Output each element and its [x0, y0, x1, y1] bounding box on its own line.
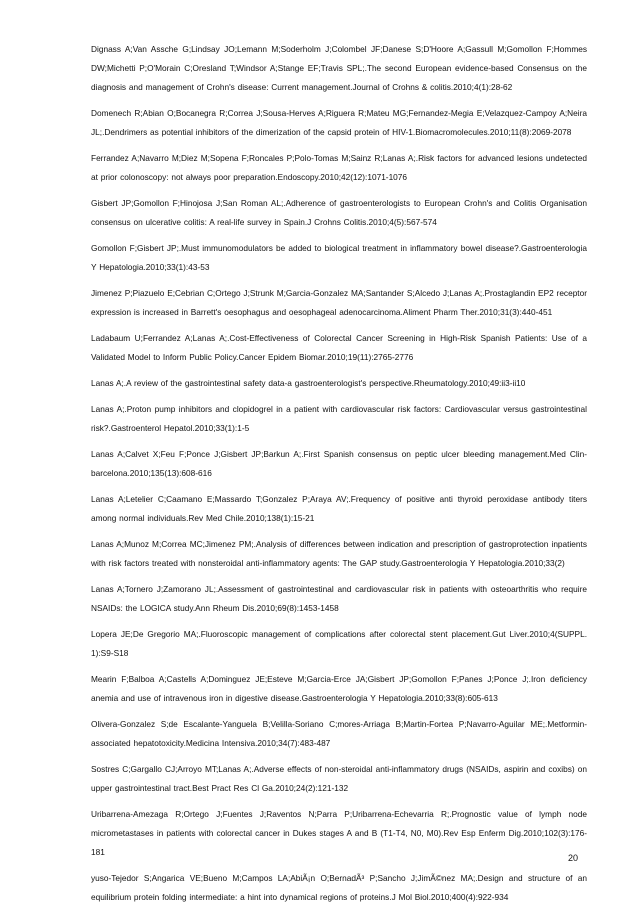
reference-entry: Gomollon F;Gisbert JP;.Must immunomodulators be added to biological treatment in inflammatory bowel disease?.Gastroenterologia Y Hepatologia.2010;33(1):43-53 — [91, 243, 587, 272]
reference-entry: Jimenez P;Piazuelo E;Cebrian C;Ortego J;Strunk M;Garcia-Gonzalez MA;Santander S;Alcedo J;Lanas A;.Prostaglandin EP2 receptor expression is increased in Barrett's oesophagus and oesophageal adenocarcinoma.Aliment Pharm Ther.2010;31(3):440-451 — [91, 288, 587, 317]
reference-entry: Lopera JE;De Gregorio MA;.Fluoroscopic management of complications after colorectal stent placement.Gut Liver.2010;4(SUPPL. 1):S9-S18 — [91, 629, 587, 658]
reference-list — [91, 40, 587, 914]
reference-entry: Dignass A;Van Assche G;Lindsay JO;Lemann M;Soderholm J;Colombel JF;Danese S;D'Hoore A;Gassull M;Gomollon F;Hommes DW;Michetti P;O'Morain C;Oresland T;Windsor A;Stange EF;Travis SPL;.The second European evidence-based Consensus on the diagnosis and management of Crohn's disease: Current management.Journal of Crohns & colitis.2010;4(1):28-62 — [91, 44, 587, 92]
reference-entry: Lanas A;Letelier C;Caamano E;Massardo T;Gonzalez P;Araya AV;.Frequency of positive anti thyroid peroxidase antibody titers among normal individuals.Rev Med Chile.2010;138(1):15-21 — [91, 494, 587, 523]
reference-entry: Lanas A;Calvet X;Feu F;Ponce J;Gisbert JP;Barkun A;.First Spanish consensus on peptic ulcer bleeding management.Med Clin-barcelona.2010;135(13):608-616 — [91, 449, 587, 478]
reference-entry: Olivera-Gonzalez S;de Escalante-Yanguela B;Velilla-Soriano C;mores-Arriaga B;Martin-Fortea P;Navarro-Aguilar ME;.Metformin-associated hepatotoxicity.Medicina Intensiva.2010;34(7):483-487 — [91, 719, 587, 748]
reference-entry: Domenech R;Abian O;Bocanegra R;Correa J;Sousa-Herves A;Riguera R;Mateu MG;Fernandez-Megia E;Velazquez-Campoy A;Neira JL;.Dendrimers as potential inhibitors of the dimerization of the capsid protein of HIV-1.Biomacromolecules.2010;11(8):2069-2078 — [91, 108, 587, 137]
reference-entry: Gisbert JP;Gomollon F;Hinojosa J;San Roman AL;.Adherence of gastroenterologists to European Crohn's and Colitis Organisation consensus on ulcerative colitis: A real-life survey in Spain.J Crohns Colitis.2010;4(5):567-574 — [91, 198, 587, 227]
reference-entry: Lanas A;Tornero J;Zamorano JL;.Assessment of gastrointestinal and cardiovascular risk in patients with osteoarthritis who require NSAIDs: the LOGICA study.Ann Rheum Dis.2010;69(8):1453-1458 — [91, 584, 587, 613]
reference-entry: Lanas A;Munoz M;Correa MC;Jimenez PM;.Analysis of differences between indication and prescription of gastroprotection inpatients with risk factors treated with nonsteroidal anti-inflammatory agents: The GAP study.Gastroenterologia Y Hepatologia.2010;33(2) — [91, 539, 587, 568]
reference-entry: Lanas A;.Proton pump inhibitors and clopidogrel in a patient with cardiovascular risk factors: Cardiovascular versus gastrointestinal risk?.Gastroenterol Hepatol.2010;33(1):1-5 — [91, 404, 587, 433]
reference-entry: Sostres C;Gargallo CJ;Arroyo MT;Lanas A;.Adverse effects of non-steroidal anti-inflammatory drugs (NSAIDs, aspirin and coxibs) on upper gastrointestinal tract.Best Pract Res Cl Ga.2010;24(2):121-132 — [91, 764, 587, 793]
reference-entry: yuso-Tejedor S;Angarica VE;Bueno M;Campos LA;AbiÃ¡n O;BernadÃ³ P;Sancho J;JimÃ©nez MA;.Design and structure of an equilibrium protein folding intermediate: a hint into dynamical regions of proteins.J Mol Biol.2010;400(4):922-934 — [91, 873, 587, 902]
reference-entry: Mearin F;Balboa A;Castells A;Dominguez JE;Esteve M;Garcia-Erce JA;Gisbert JP;Gomollon F;Panes J;Ponce J;.Iron deficiency anemia and use of intravenous iron in digestive disease.Gastroenterologia Y Hepatologia.2010;33(8):605-613 — [91, 674, 587, 703]
reference-entry: Ferrandez A;Navarro M;Diez M;Sopena F;Roncales P;Polo-Tomas M;Sainz R;Lanas A;.Risk factors for advanced lesions undetected at prior colonoscopy: not always poor preparation.Endoscopy.2010;42(12):1071-1076 — [91, 153, 587, 182]
reference-entry: Ladabaum U;Ferrandez A;Lanas A;.Cost-Effectiveness of Colorectal Cancer Screening in High-Risk Spanish Patients: Use of a Validated Model to Inform Public Policy.Cancer Epidem Biomar.2010;19(11):2765-2776 — [91, 333, 587, 362]
reference-entry: Lanas A;.A review of the gastrointestinal safety data-a gastroenterologist's perspective.Rheumatology.2010;49:ii3-ii10 — [91, 378, 526, 388]
reference-entry: Uribarrena-Amezaga R;Ortego J;Fuentes J;Raventos N;Parra P;Uribarrena-Echevarria R;.Prognostic value of lymph node micrometastases in patients with colorectal cancer in Dukes stages A and B (T1-T4, N0, M0).Rev Esp Enferm Dig.2010;102(3):176-181 — [91, 809, 587, 857]
page-number: 20 — [568, 853, 579, 863]
